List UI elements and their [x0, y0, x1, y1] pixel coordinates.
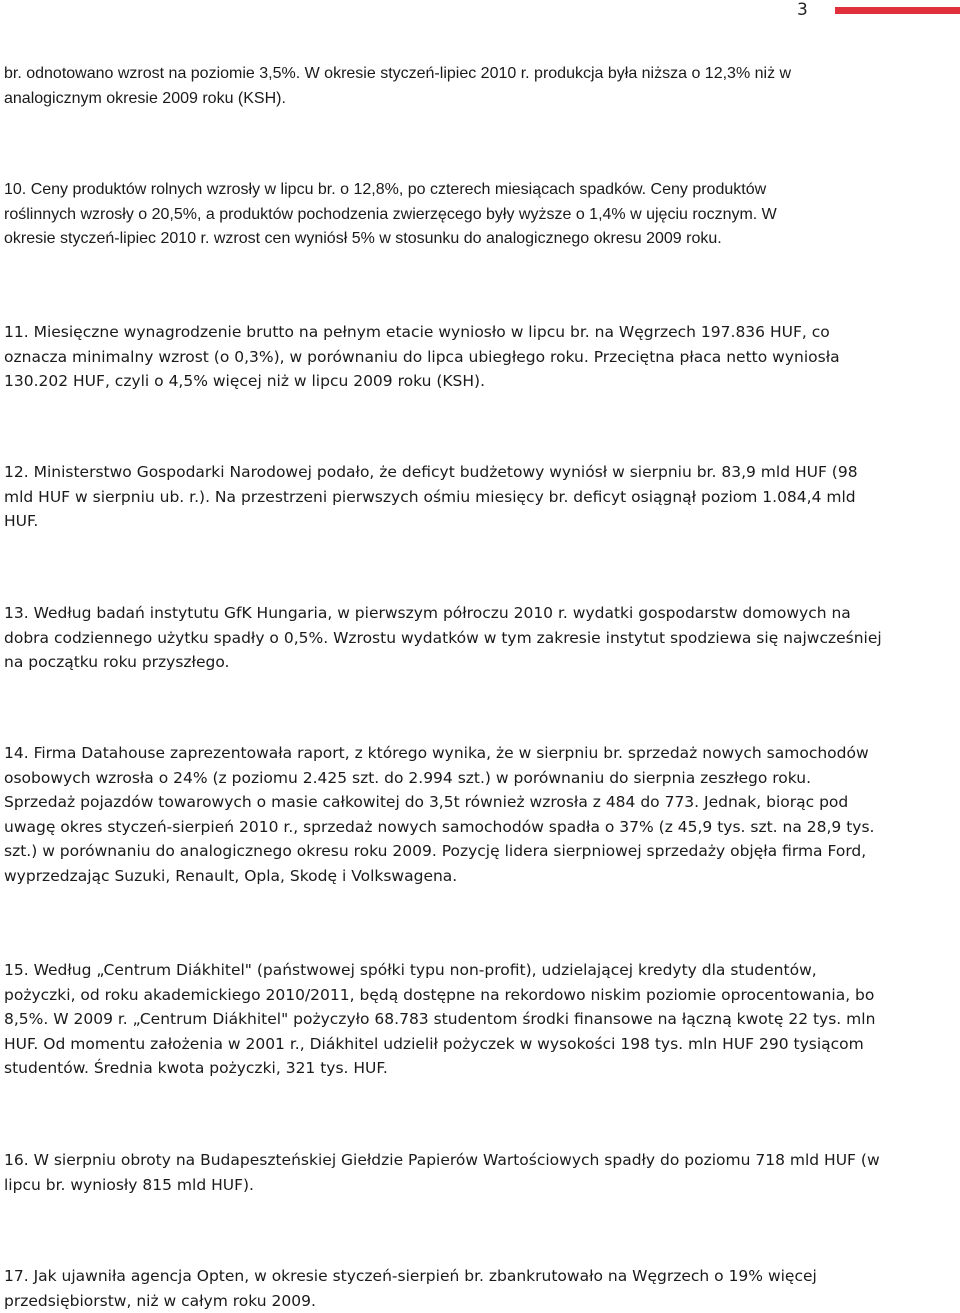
text-line: dobra codziennego użytku spadły o 0,5%. Wzrostu wydatków w tym zakresie instytut spodziewa się najwcześniej [4, 628, 882, 647]
paragraph-11 [4, 320, 956, 394]
text-line: 10. Ceny produktów rolnych wzrosły w lipcu br. o 12,8%, po czterech miesiącach spadków. Ceny produktów [4, 181, 767, 198]
paragraph-17 [4, 1264, 956, 1313]
text-line: 17. Jak ujawniła agencja Opten, w okresie styczeń-sierpień br. zbankrutowało na Węgrzech o 19% więcej [4, 1267, 817, 1285]
text-line: 8,5%. W 2009 r. „Centrum Diákhitel" pożyczyło 68.783 studentom środki finansowe na łączną kwotę 22 tys. mln [4, 1010, 876, 1028]
text-line: przedsiębiorstw, niż w całym roku 2009. [4, 1291, 316, 1310]
text-line: 13. Według badań instytutu GfK Hungaria, w pierwszym półroczu 2010 r. wydatki gospodarstw domowych na [4, 604, 851, 622]
paragraph-13 [4, 601, 956, 675]
text-line: br. odnotowano wzrost na poziomie 3,5%. W okresie styczeń-lipiec 2010 r. produkcja była niższa o 12,3% niż w [4, 65, 792, 82]
text-line: HUF. [4, 512, 39, 530]
text-line: roślinnych wzrosły o 20,5%, a produktów pochodzenia zwierzęcego były wyższe o 1,4% w ujęciu rocznym. W [4, 205, 777, 223]
text-line: 14. Firma Datahouse zaprezentowała raport, z którego wynika, że w sierpniu br. sprzedaż nowych samochodów [4, 744, 869, 762]
header-accent-bar [835, 7, 960, 14]
text-line: okresie styczeń-lipiec 2010 r. wzrost cen wyniósł 5% w stosunku do analogicznego okresu 2009 roku. [4, 230, 722, 247]
text-line: uwagę okres styczeń-sierpień 2010 r., sprzedaż nowych samochodów spadła o 37% (z 45,9 tys. szt. na 28,9 tys. [4, 817, 875, 836]
text-line: 11. Miesięczne wynagrodzenie brutto na pełnym etacie wyniosło w lipcu br. na Węgrzech 197.836 HUF, co [4, 323, 830, 341]
text-line: osobowych wzrosła o 24% (z poziomu 2.425 szt. do 2.994 szt.) w porównaniu do sierpnia zeszłego roku. [4, 768, 811, 787]
paragraph-15 [4, 958, 956, 1081]
text-line: 15. Według „Centrum Diákhitel" (państwowej spółki typu non-profit), udzielającej kredyty dla studentów, [4, 961, 817, 979]
text-line: HUF. Od momentu założenia w 2001 r., Diákhitel udzielił pożyczek w wysokości 198 tys. mln HUF 290 tysiącom [4, 1034, 864, 1053]
text-line: studentów. Średnia kwota pożyczki, 321 tys. HUF. [4, 1059, 388, 1077]
paragraph-14 [4, 741, 956, 888]
text-line: wyprzedzając Suzuki, Renault, Opla, Skodę i Volkswagena. [4, 866, 458, 885]
text-line: 12. Ministerstwo Gospodarki Narodowej podało, że deficyt budżetowy wyniósł w sierpniu br. 83,9 mld HUF (98 [4, 463, 858, 481]
text-line: 16. W sierpniu obroty na Budapeszteńskiej Giełdzie Papierów Wartościowych spadły do poziomu 718 mld HUF (w [4, 1151, 880, 1169]
paragraph-12 [4, 460, 956, 534]
page-number: 3 [797, 0, 808, 20]
paragraph-16 [4, 1148, 956, 1197]
text-line: mld HUF w sierpniu ub. r.). Na przestrzeni pierwszych ośmiu miesięcy br. deficyt osiągnął poziom 1.084,4 mld [4, 487, 856, 506]
paragraph-9-continuation [4, 62, 956, 111]
text-line: pożyczki, od roku akademickiego 2010/2011, będą dostępne na rekordowo niskim poziomie oprocentowania, bo [4, 985, 875, 1004]
text-line: analogicznym okresie 2009 roku (KSH). [4, 89, 286, 107]
text-line: na początku roku przyszłego. [4, 653, 230, 671]
text-line: lipcu br. wyniosły 815 mld HUF). [4, 1175, 254, 1194]
text-line: 130.202 HUF, czyli o 4,5% więcej niż w lipcu 2009 roku (KSH). [4, 372, 486, 390]
text-line: oznacza minimalny wzrost (o 0,3%), w porównaniu do lipca ubiegłego roku. Przeciętna płaca netto wyniosła [4, 347, 840, 366]
text-line: Sprzedaż pojazdów towarowych o masie całkowitej do 3,5t również wzrosła z 484 do 773. Jednak, biorąc pod [4, 793, 849, 811]
text-line: szt.) w porównaniu do analogicznego okresu roku 2009. Pozycję lidera sierpniowej sprzedaży objęła firma Ford, [4, 842, 867, 860]
paragraph-10 [4, 178, 956, 252]
